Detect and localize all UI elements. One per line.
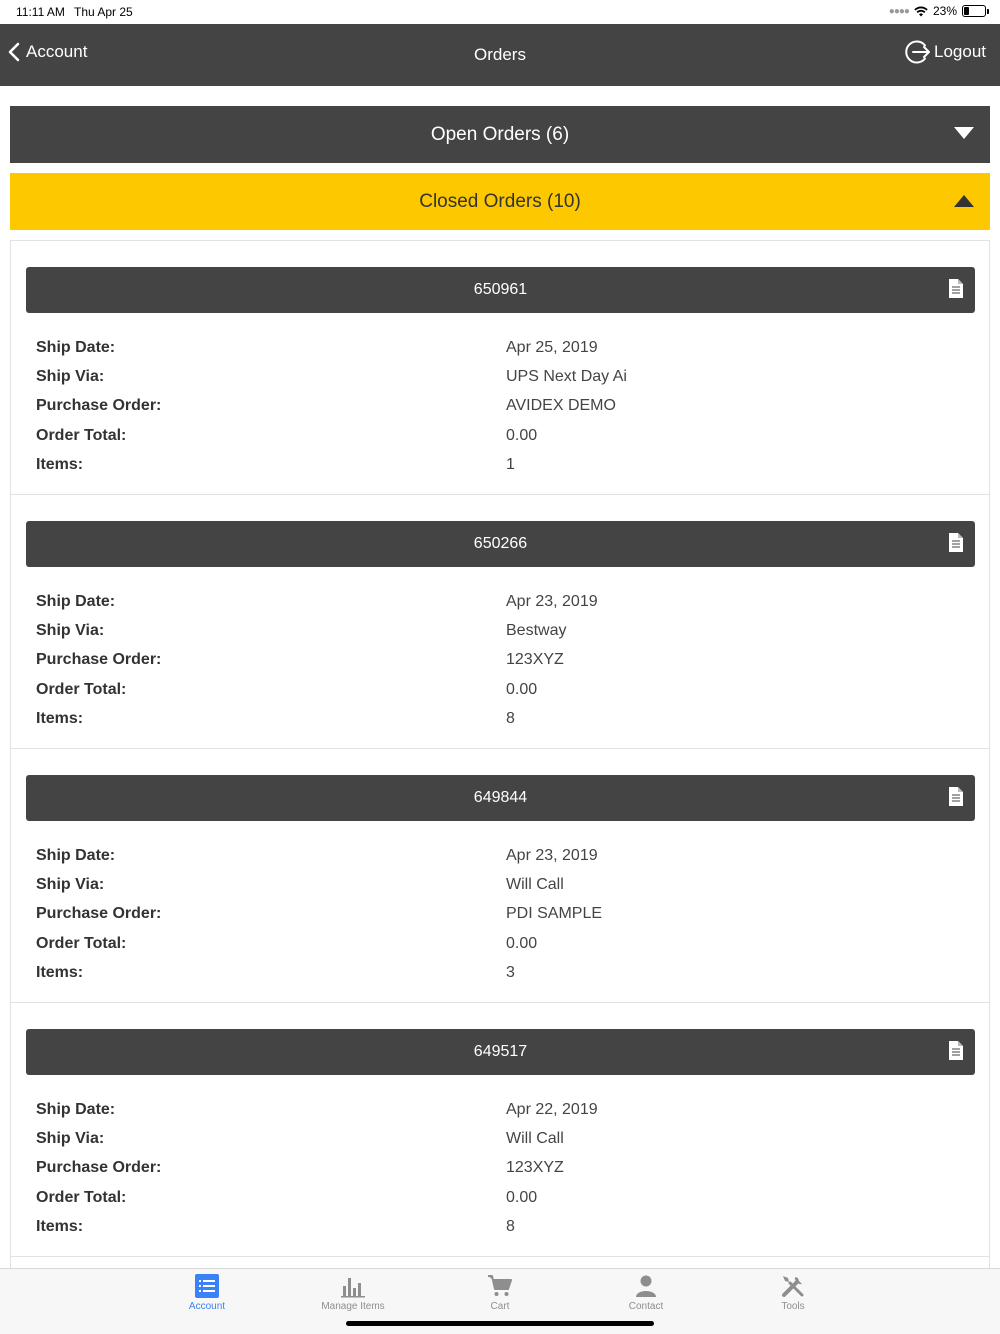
order-header[interactable] bbox=[26, 267, 975, 313]
document-icon[interactable] bbox=[949, 279, 963, 298]
purchase-order-label: Purchase Order: bbox=[36, 905, 162, 923]
page-title: Orders bbox=[474, 45, 526, 64]
battery-level bbox=[964, 7, 969, 15]
tab-cart-label: Cart bbox=[490, 1301, 510, 1312]
items-row bbox=[36, 705, 976, 734]
logout-button[interactable] bbox=[904, 38, 986, 66]
tab-account-label: Account bbox=[188, 1301, 226, 1312]
ship-via-label: Ship Via: bbox=[36, 368, 105, 386]
order-total-label: Order Total: bbox=[36, 1188, 127, 1206]
purchase-order-row bbox=[36, 646, 976, 675]
ship-via-value: Will Call bbox=[506, 876, 564, 894]
ship-date-row bbox=[36, 333, 976, 362]
ship-via-row bbox=[36, 1124, 976, 1153]
items-label: Items: bbox=[36, 456, 84, 474]
items-value: 1 bbox=[506, 456, 515, 474]
order-header[interactable] bbox=[26, 1029, 975, 1075]
order-details bbox=[36, 841, 976, 988]
person-icon bbox=[633, 1273, 659, 1299]
document-icon[interactable] bbox=[949, 1041, 963, 1060]
order-total-value: 0.00 bbox=[506, 934, 538, 952]
bar-chart-icon bbox=[340, 1273, 366, 1299]
items-value: 8 bbox=[506, 1218, 515, 1236]
ship-date-value: Apr 22, 2019 bbox=[506, 1100, 598, 1118]
order-card bbox=[11, 749, 989, 1003]
items-label: Items: bbox=[36, 710, 84, 728]
purchase-order-row bbox=[36, 392, 976, 421]
ship-date-label: Ship Date: bbox=[36, 846, 116, 864]
cart-icon bbox=[487, 1273, 513, 1299]
items-label: Items: bbox=[36, 964, 84, 982]
purchase-order-label: Purchase Order: bbox=[36, 1159, 162, 1177]
ship-via-value: Will Call bbox=[506, 1130, 564, 1148]
order-total-row bbox=[36, 929, 976, 958]
tab-account[interactable] bbox=[147, 1271, 267, 1312]
ship-via-label: Ship Via: bbox=[36, 1130, 105, 1148]
ship-date-row bbox=[36, 841, 976, 870]
purchase-order-value: 123XYZ bbox=[506, 1159, 564, 1177]
cellular-signal-icon: ●●●● bbox=[888, 5, 909, 17]
logout-label: Logout bbox=[934, 42, 986, 61]
open-orders-label: Open Orders (6) bbox=[430, 123, 570, 145]
ship-via-row bbox=[36, 362, 976, 391]
order-details bbox=[36, 1095, 976, 1242]
document-icon[interactable] bbox=[949, 787, 963, 806]
status-time: 11:11 AM bbox=[16, 5, 65, 19]
closed-orders-label: Closed Orders (10) bbox=[419, 190, 581, 212]
ship-date-value: Apr 25, 2019 bbox=[506, 338, 598, 356]
purchase-order-label: Purchase Order: bbox=[36, 651, 162, 669]
order-total-row bbox=[36, 675, 976, 704]
order-total-label: Order Total: bbox=[36, 426, 127, 444]
battery-icon bbox=[962, 5, 986, 17]
ship-date-label: Ship Date: bbox=[36, 592, 116, 610]
order-total-value: 0.00 bbox=[506, 426, 538, 444]
battery-percent: 23% bbox=[932, 4, 957, 18]
ship-via-value: UPS Next Day Ai bbox=[506, 368, 627, 386]
tab-tools[interactable] bbox=[733, 1271, 853, 1312]
ship-date-value: Apr 23, 2019 bbox=[506, 592, 598, 610]
order-total-label: Order Total: bbox=[36, 680, 127, 698]
status-date: Thu Apr 25 bbox=[74, 5, 133, 19]
order-total-value: 0.00 bbox=[506, 680, 538, 698]
order-card bbox=[11, 1003, 989, 1257]
status-indicators bbox=[889, 4, 986, 18]
ship-date-label: Ship Date: bbox=[36, 1100, 116, 1118]
back-label: Account bbox=[26, 42, 88, 61]
document-icon[interactable] bbox=[949, 533, 963, 552]
ship-date-value: Apr 23, 2019 bbox=[506, 846, 598, 864]
items-row bbox=[36, 959, 976, 988]
ship-via-row bbox=[36, 616, 976, 645]
wifi-icon bbox=[914, 6, 928, 17]
tab-manage-items[interactable] bbox=[293, 1271, 413, 1312]
ship-date-row bbox=[36, 587, 976, 616]
order-details bbox=[36, 333, 976, 480]
tab-cart[interactable] bbox=[440, 1271, 560, 1312]
caret-down-icon bbox=[954, 127, 974, 139]
purchase-order-row bbox=[36, 900, 976, 929]
order-header[interactable] bbox=[26, 775, 975, 821]
closed-orders-header[interactable] bbox=[10, 173, 990, 230]
purchase-order-value: 123XYZ bbox=[506, 651, 564, 669]
tab-manage-items-label: Manage Items bbox=[321, 1301, 385, 1312]
open-orders-header[interactable] bbox=[10, 106, 990, 163]
order-header[interactable] bbox=[26, 521, 975, 567]
order-total-row bbox=[36, 421, 976, 450]
order-number: 650266 bbox=[473, 535, 528, 552]
logout-icon bbox=[904, 38, 932, 66]
purchase-order-label: Purchase Order: bbox=[36, 397, 162, 415]
ship-via-label: Ship Via: bbox=[36, 622, 105, 640]
tab-contact-label: Contact bbox=[628, 1301, 664, 1312]
ship-date-label: Ship Date: bbox=[36, 338, 116, 356]
ship-via-value: Bestway bbox=[506, 622, 567, 640]
closed-orders-list[interactable] bbox=[10, 240, 990, 1270]
order-number: 650961 bbox=[473, 281, 528, 298]
items-row bbox=[36, 451, 976, 480]
tab-tools-label: Tools bbox=[781, 1301, 805, 1312]
purchase-order-value: PDI SAMPLE bbox=[506, 905, 603, 923]
ship-date-row bbox=[36, 1095, 976, 1124]
items-row bbox=[36, 1213, 976, 1242]
items-value: 3 bbox=[506, 964, 515, 982]
caret-up-icon bbox=[954, 195, 974, 207]
status-bar bbox=[0, 0, 1000, 24]
tools-icon bbox=[780, 1273, 806, 1299]
list-icon bbox=[194, 1273, 220, 1299]
ship-via-label: Ship Via: bbox=[36, 876, 105, 894]
order-total-row bbox=[36, 1183, 976, 1212]
purchase-order-row bbox=[36, 1154, 976, 1183]
order-number: 649517 bbox=[473, 1043, 528, 1060]
ship-via-row bbox=[36, 870, 976, 899]
items-value: 8 bbox=[506, 710, 515, 728]
purchase-order-value: AVIDEX DEMO bbox=[506, 397, 616, 415]
home-indicator bbox=[346, 1321, 654, 1326]
order-details bbox=[36, 587, 976, 734]
order-total-label: Order Total: bbox=[36, 934, 127, 952]
order-card bbox=[11, 495, 989, 749]
tab-contact[interactable] bbox=[586, 1271, 706, 1312]
order-card bbox=[11, 241, 989, 495]
items-label: Items: bbox=[36, 1218, 84, 1236]
order-total-value: 0.00 bbox=[506, 1188, 538, 1206]
order-number: 649844 bbox=[473, 789, 528, 806]
nav-bar bbox=[0, 24, 1000, 86]
